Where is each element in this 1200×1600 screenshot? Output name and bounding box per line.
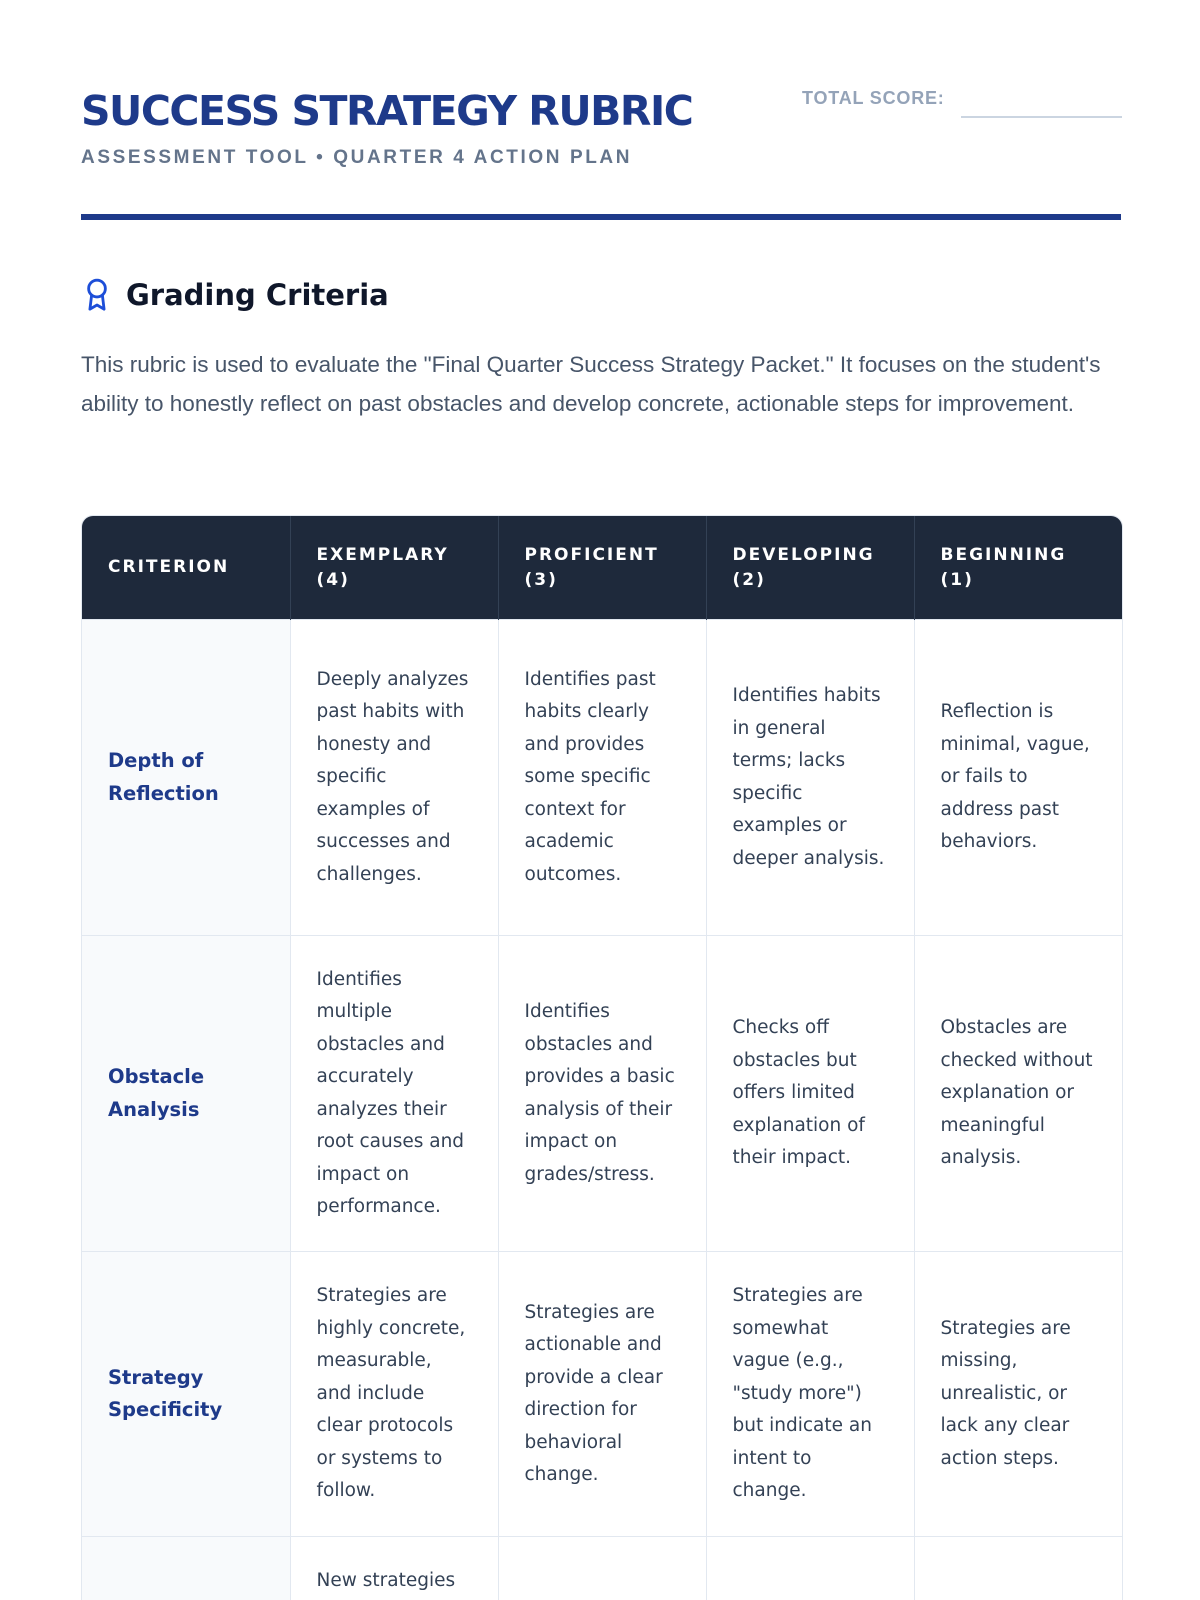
rubric-table bbox=[81, 515, 1123, 1600]
column-header: BEGINNING (1) bbox=[914, 516, 1122, 620]
header-divider bbox=[81, 214, 1121, 220]
developing-cell: Identifies habits in general terms; lacks specific examples or deeper analysis. bbox=[706, 620, 914, 936]
intro-paragraph: This rubric is used to evaluate the "Final Quarter Success Strategy Packet." It focuses on the student's ability to honestly reflect on past obstacles and develop concrete, actionable steps for improvement. bbox=[81, 352, 1101, 416]
beginning-cell: Reflection is minimal, vague, or fails to address past behaviors. bbox=[914, 620, 1122, 936]
column-header: CRITERION bbox=[82, 516, 290, 620]
criterion-cell: Strategy Specificity bbox=[82, 1252, 290, 1537]
total-score bbox=[802, 88, 945, 109]
section-title: Grading Criteria bbox=[126, 278, 389, 312]
header bbox=[81, 78, 1121, 169]
exemplary-cell: New strategies bbox=[290, 1537, 498, 1600]
section-heading bbox=[81, 277, 389, 313]
exemplary-cell: Deeply analyzes past habits with honesty and specific examples of successes and challenges. bbox=[290, 620, 498, 936]
award-ribbon-icon bbox=[81, 277, 113, 313]
proficient-cell: Strategies are actionable and provide a clear direction for behavioral change. bbox=[498, 1252, 706, 1537]
criterion-cell bbox=[82, 1537, 290, 1600]
beginning-cell: Strategies are missing, unrealistic, or lack any clear action steps. bbox=[914, 1252, 1122, 1537]
developing-cell: Strategies are somewhat vague (e.g., "study more") but indicate an intent to change. bbox=[706, 1252, 914, 1537]
criterion-cell: Depth of Reflection bbox=[82, 620, 290, 936]
page-subtitle: ASSESSMENT TOOL • QUARTER 4 ACTION PLAN bbox=[81, 147, 633, 168]
developing-cell bbox=[706, 1537, 914, 1600]
column-header: EXEMPLARY (4) bbox=[290, 516, 498, 620]
table-row bbox=[82, 620, 1122, 936]
developing-cell: Checks off obstacles but offers limited explanation of their impact. bbox=[706, 936, 914, 1252]
beginning-cell bbox=[914, 1537, 1122, 1600]
proficient-cell: Identifies obstacles and provides a basic analysis of their impact on grades/stress. bbox=[498, 936, 706, 1252]
criterion-cell: Obstacle Analysis bbox=[82, 936, 290, 1252]
total-score-label: TOTAL SCORE: bbox=[802, 88, 945, 108]
proficient-cell: Identifies past habits clearly and provides some specific context for academic outcomes. bbox=[498, 620, 706, 936]
table-row bbox=[82, 1537, 1122, 1600]
column-header: DEVELOPING (2) bbox=[706, 516, 914, 620]
column-header: PROFICIENT (3) bbox=[498, 516, 706, 620]
proficient-cell bbox=[498, 1537, 706, 1600]
page-title: SUCCESS STRATEGY RUBRIC bbox=[81, 87, 693, 135]
beginning-cell: Obstacles are checked without explanation or meaningful analysis. bbox=[914, 936, 1122, 1252]
exemplary-cell: Strategies are highly concrete, measurable, and include clear protocols or systems to follow. bbox=[290, 1252, 498, 1537]
exemplary-cell: Identifies multiple obstacles and accurately analyzes their root causes and impact on performance. bbox=[290, 936, 498, 1252]
table-header-row bbox=[82, 516, 1122, 620]
table-row bbox=[82, 936, 1122, 1252]
total-score-field[interactable] bbox=[961, 116, 1122, 118]
table-row bbox=[82, 1252, 1122, 1537]
